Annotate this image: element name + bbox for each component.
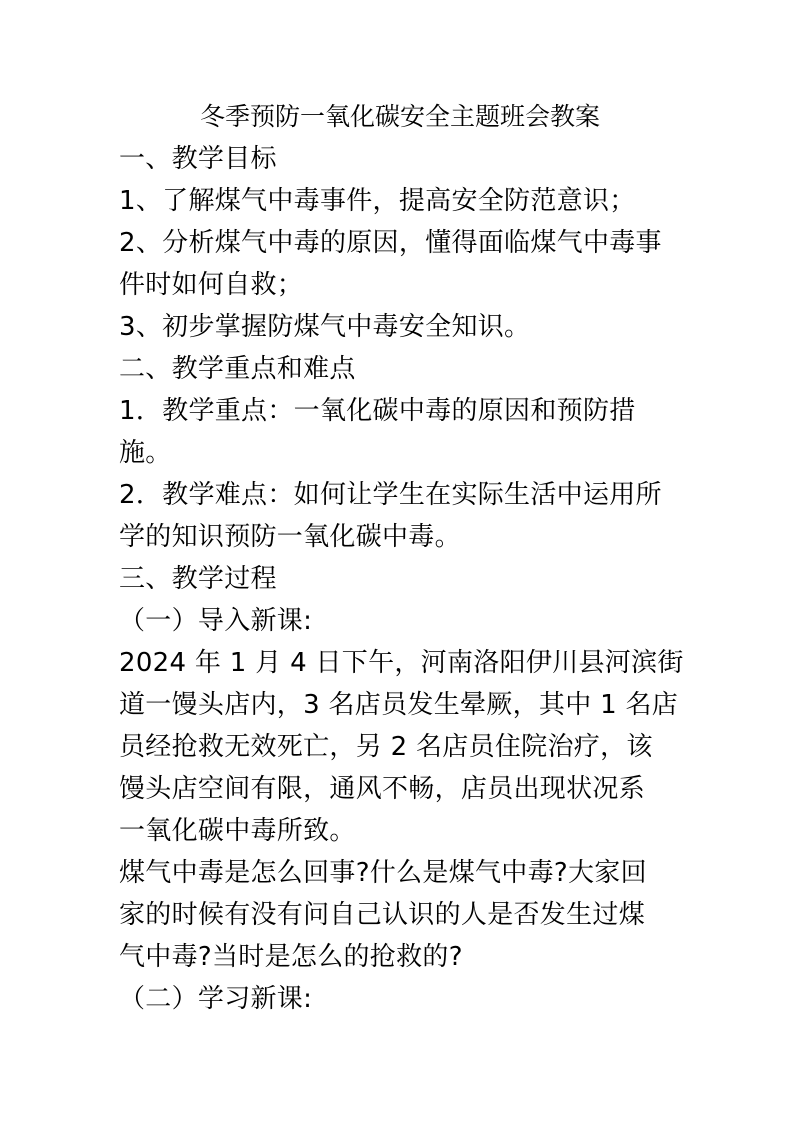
- intro-questions-paragraph: [119, 852, 679, 978]
- intro-story-paragraph: [119, 642, 684, 852]
- intro-story-line-3: 员经抢救无效死亡，另 2 名店员住院治疗，该: [119, 732, 653, 762]
- intro-questions-line-1: 煤气中毒是怎么回事?什么是煤气中毒?大家回: [119, 858, 647, 888]
- section-heading-process: 三、教学过程: [119, 564, 277, 594]
- document-body: [119, 96, 684, 1020]
- intro-questions-line-3: 气中毒?当时是怎么的抢救的?: [119, 942, 463, 972]
- key-point-item-1-line-2: 施。: [119, 438, 172, 468]
- intro-story-line-4: 馒头店空间有限，通风不畅，店员出现状况系: [119, 774, 646, 804]
- objective-item-1-line-1: 1、了解煤气中毒事件，提高安全防范意识；: [119, 186, 636, 216]
- objective-item-3-line-1: 3、初步掌握防煤气中毒安全知识。: [119, 312, 531, 342]
- key-point-item-1: [119, 390, 679, 474]
- objective-item-3: [119, 306, 679, 348]
- objective-item-2: [119, 222, 679, 306]
- document-title: 冬季预防一氧化碳安全主题班会教案: [199, 102, 600, 131]
- subsection-heading-intro: （一）导入新课:: [119, 606, 313, 636]
- key-point-item-2: [119, 474, 679, 558]
- intro-story-line-5: 一氧化碳中毒所致。: [119, 816, 356, 846]
- subsection-heading-new-lesson: （二）学习新课:: [119, 984, 313, 1014]
- key-point-item-2-line-2: 学的知识预防一氧化碳中毒。: [119, 522, 461, 552]
- key-point-item-1-line-1: 1．教学重点：一氧化碳中毒的原因和预防措: [119, 396, 636, 426]
- section-heading-objectives: 一、教学目标: [119, 144, 277, 174]
- objective-item-2-line-2: 件时如何自救；: [119, 270, 304, 300]
- intro-questions-line-2: 家的时候有没有问自己认识的人是否发生过煤: [119, 900, 646, 930]
- objective-item-2-line-1: 2、分析煤气中毒的原因，懂得面临煤气中毒事: [119, 228, 662, 258]
- intro-story-line-2: 道一馒头店内，3 名店员发生晕厥，其中 1 名店: [119, 690, 679, 720]
- section-heading-key-points: 二、教学重点和难点: [119, 354, 356, 384]
- key-point-item-2-line-1: 2．教学难点：如何让学生在实际生活中运用所: [119, 480, 662, 510]
- objective-item-1: [119, 180, 679, 222]
- intro-story-line-1: 2024 年 1 月 4 日下午，河南洛阳伊川县河滨街: [119, 648, 684, 678]
